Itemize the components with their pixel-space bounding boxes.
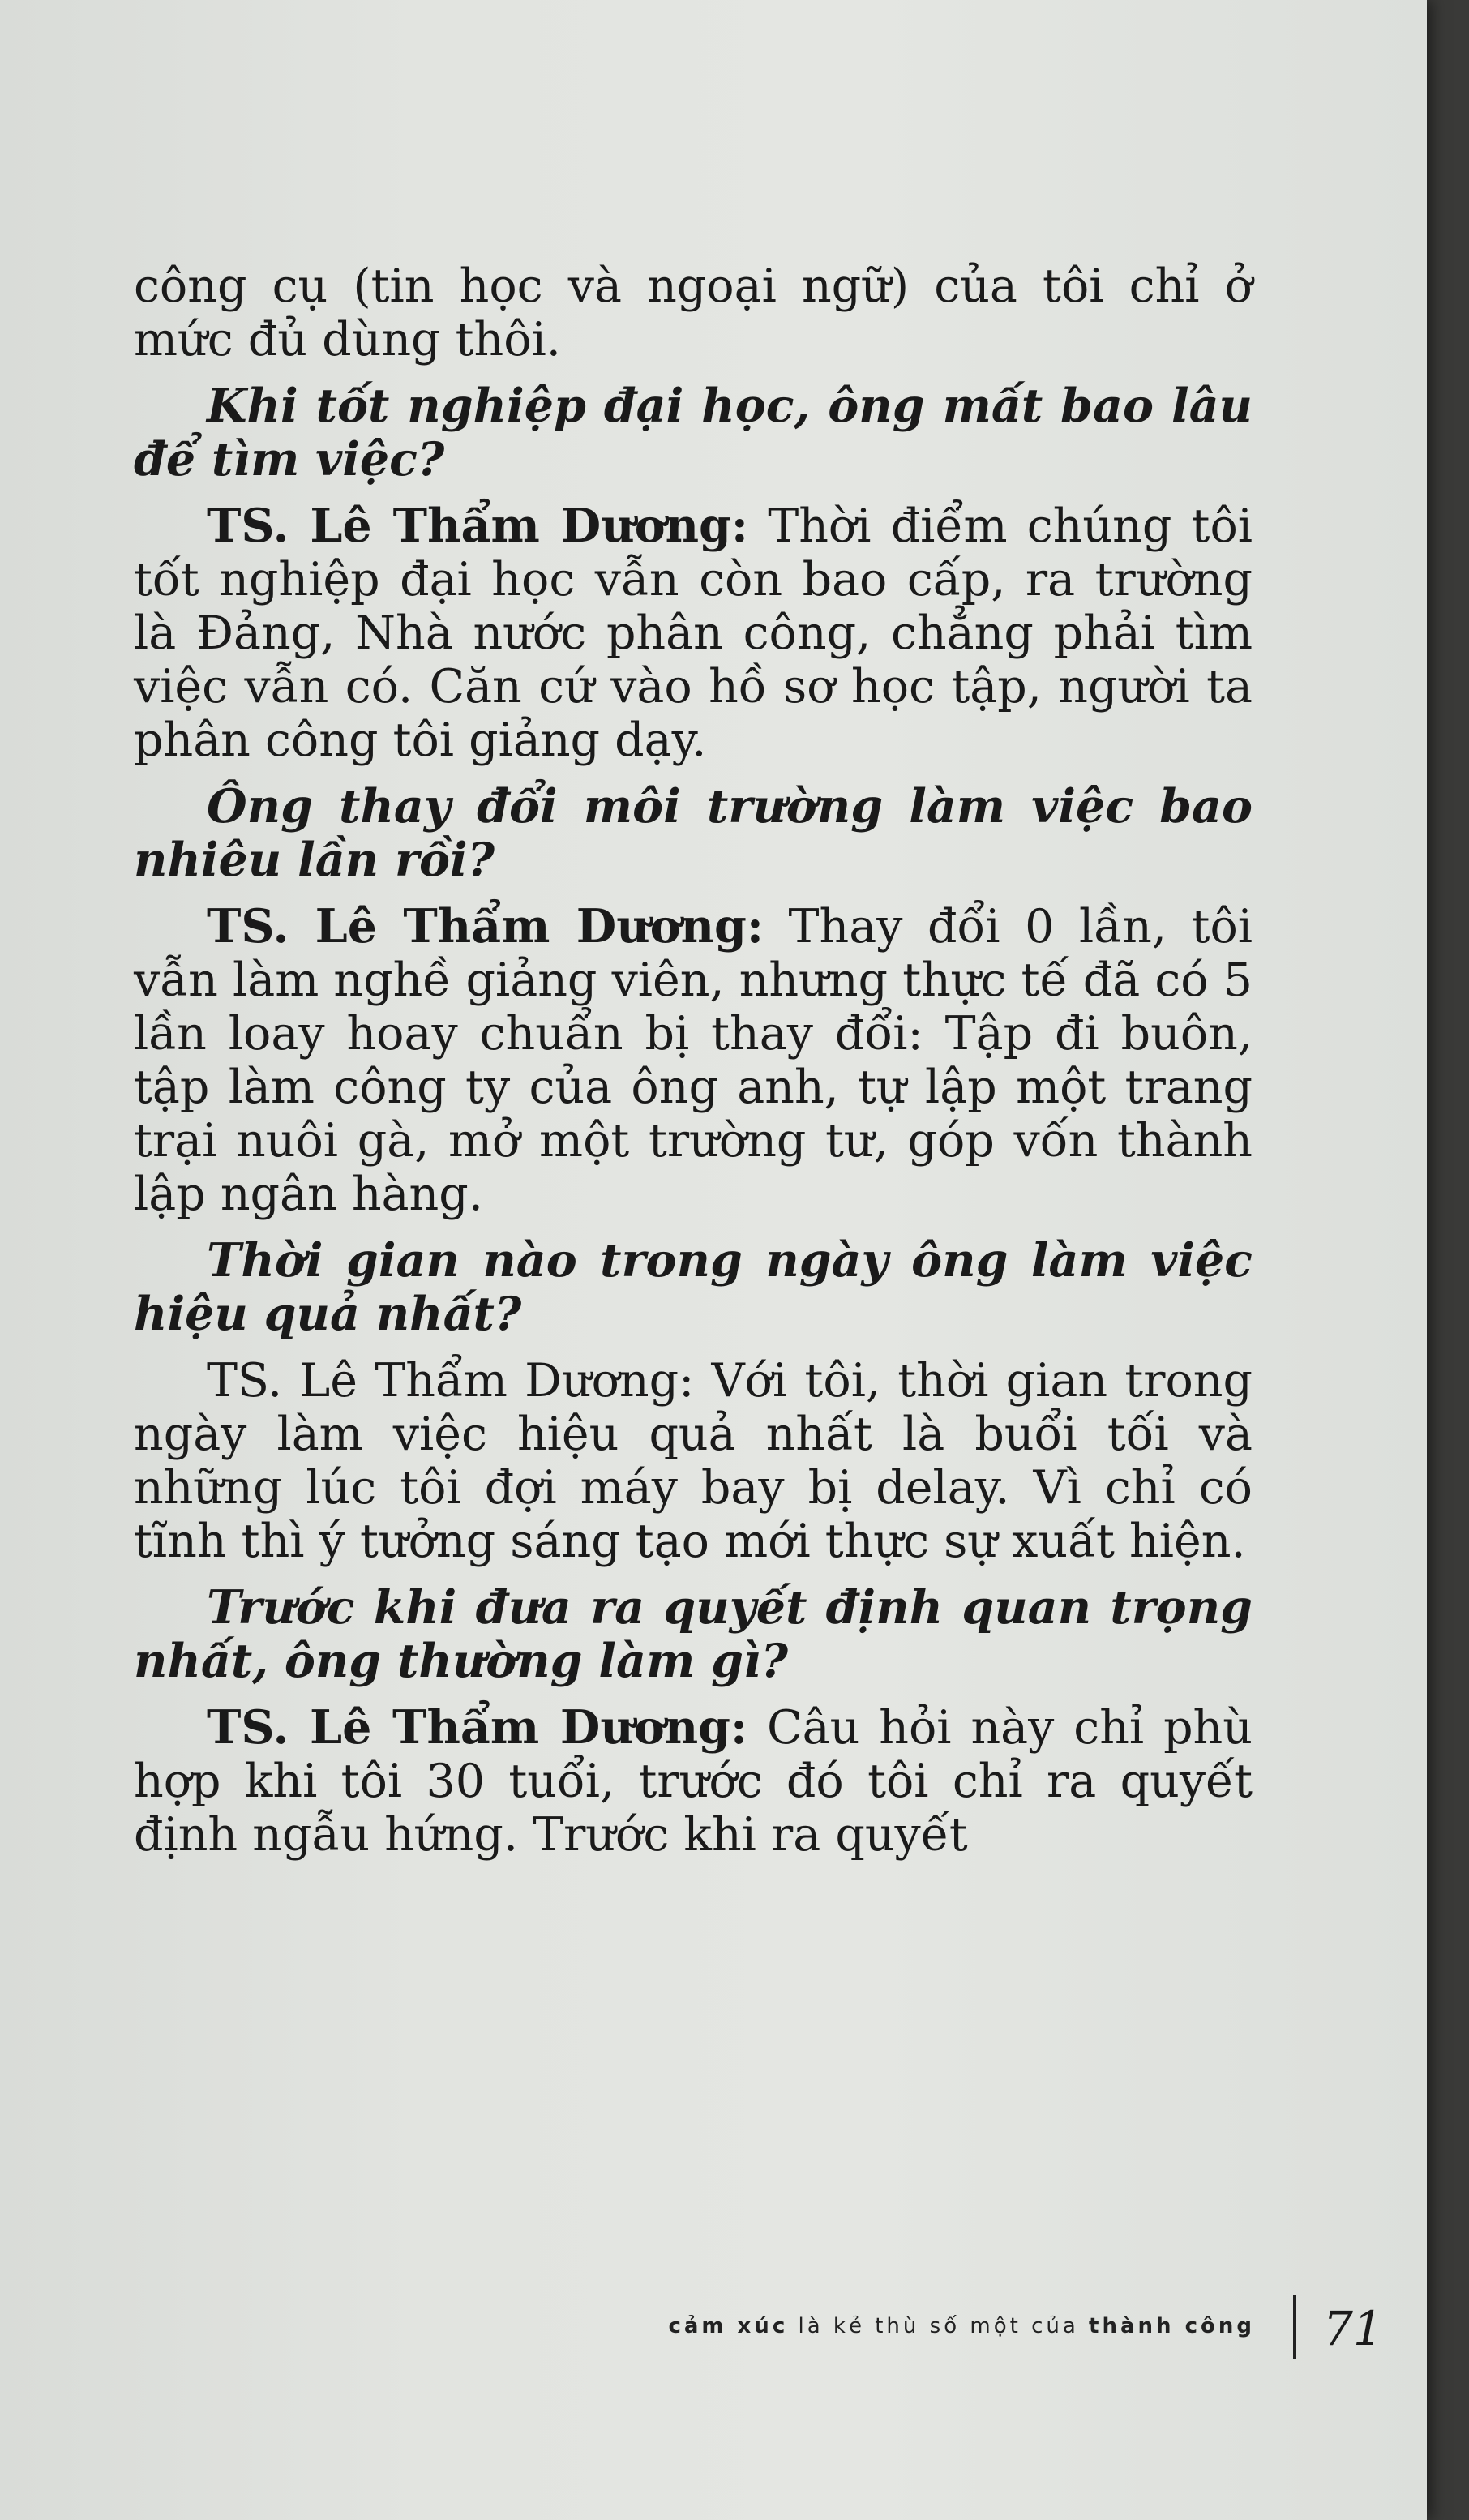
answer-1 [134,499,1253,767]
question-4: Trước khi đưa ra quyết định quan trọng nhất, ông thường làm gì? [134,1580,1253,1688]
footer-divider [1293,2295,1296,2359]
speaker-label: TS. Lê Thẩm Dương: [207,1700,748,1755]
answer-text: Thay đổi 0 lần, tôi vẫn làm nghề giảng viên, nhưng thực tế đã có 5 lần loay hoay chuẩn bị thay đổi: Tập đi buôn, tập làm công ty của ông anh, tự lập một trang trại nuôi gà, mở một trường tư, góp vốn thành lập ngân hàng. [134,900,1253,1221]
page-footer [0,2295,1427,2359]
paragraph-continuation: công cụ (tin học và ngoại ngữ) của tôi chỉ ở mức đủ dùng thôi. [134,259,1253,366]
question-3: Thời gian nào trong ngày ông làm việc hiệu quả nhất? [134,1233,1253,1341]
question-1: Khi tốt nghiệp đại học, ông mất bao lâu để tìm việc? [134,379,1253,486]
answer-text: Câu hỏi này chỉ phù hợp khi tôi 30 tuổi, trước đó tôi chỉ ra quyết định ngẫu hứng. Trước khi ra quyết [134,1701,1253,1862]
answer-text: Thời điểm chúng tôi tốt nghiệp đại học vẫn còn bao cấp, ra trường là Đảng, Nhà nước phân công, chẳng phải tìm việc vẫn có. Căn cứ vào hồ sơ học tập, người ta phân công tôi giảng dạy. [134,499,1253,767]
answer-3: TS. Lê Thẩm Dương: Với tôi, thời gian trong ngày làm việc hiệu quả nhất là buổi tối và những lúc tôi đợi máy bay bị delay. Vì chỉ có tĩnh thì ý tưởng sáng tạo mới thực sự xuất hiện. [134,1354,1253,1568]
speaker-label: TS. Lê Thẩm Dương: [207,499,748,553]
page-number: 71 [1323,2301,1383,2356]
page-body [134,259,1253,1875]
running-footer-title [668,2314,1255,2338]
question-2: Ông thay đổi môi trường làm việc bao nhiêu lần rồi? [134,779,1253,887]
footer-title-part1: cảm xúc [668,2314,789,2338]
footer-title-part3: thành công [1089,2314,1255,2338]
answer-2 [134,900,1253,1221]
footer-title-part2: là kẻ thù số một của [798,2314,1079,2338]
answer-4 [134,1701,1253,1862]
speaker-label: TS. Lê Thẩm Dương: [207,899,764,954]
